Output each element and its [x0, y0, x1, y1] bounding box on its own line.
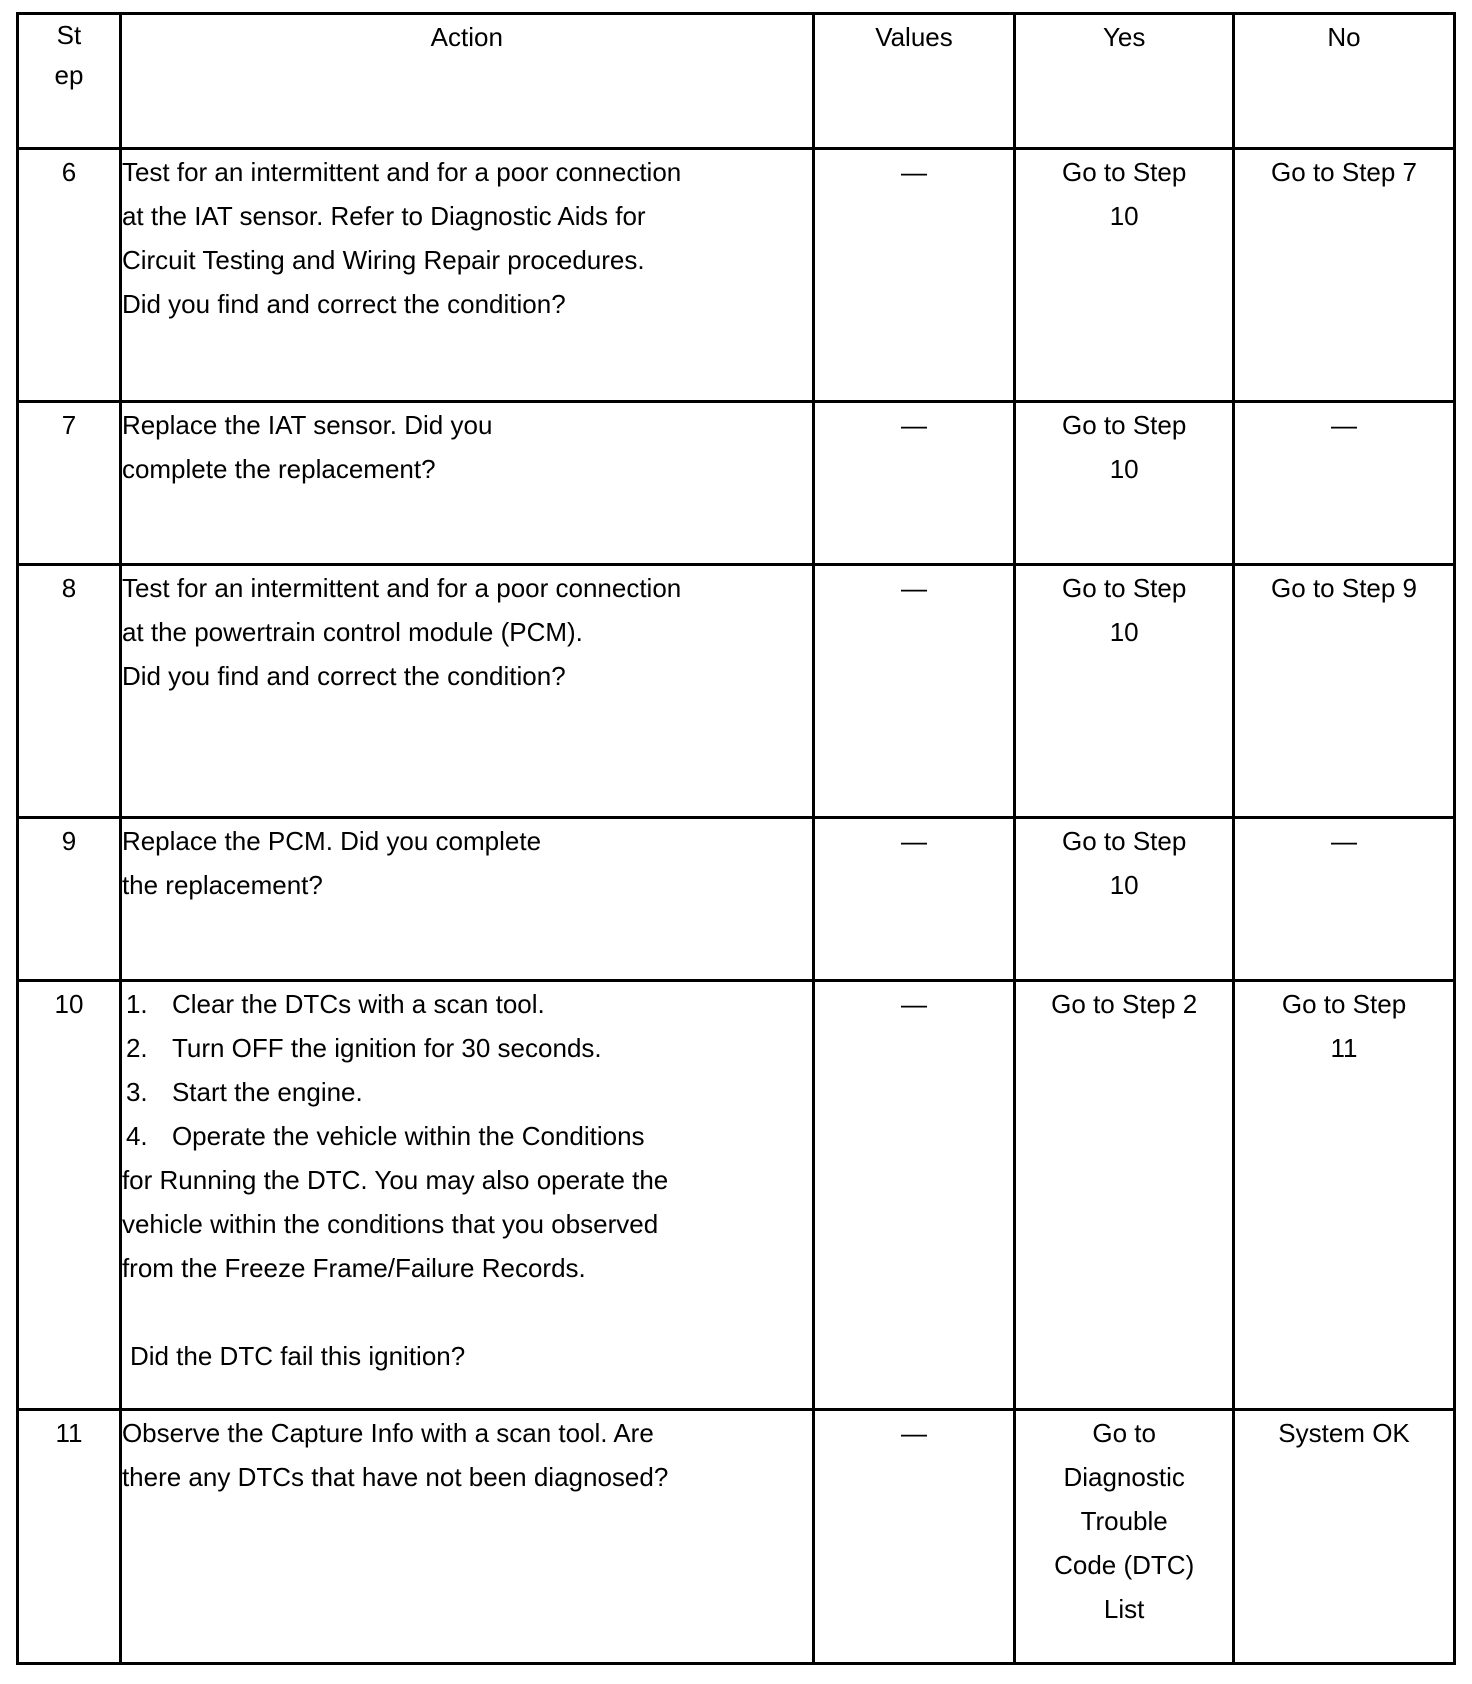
action-line: the replacement? — [121, 870, 323, 901]
action-line: Replace the PCM. Did you complete — [121, 826, 542, 857]
yes-line: Go to Step — [1062, 157, 1187, 188]
yes-line: Go to Step — [1062, 573, 1187, 604]
action-list-item — [122, 1114, 812, 1158]
no-line: — — [1331, 410, 1358, 441]
no-cell — [1234, 818, 1455, 981]
action-line: Circuit Testing and Wiring Repair procedures. — [121, 245, 645, 276]
action-line: from the Freeze Frame/Failure Records. — [121, 1253, 586, 1284]
yes-line: Go to Step — [1062, 826, 1187, 857]
yes-line: 10 — [1109, 870, 1139, 901]
yes-line: Code (DTC) — [1054, 1549, 1195, 1580]
header-row — [18, 14, 1455, 149]
yes-line: Diagnostic — [1063, 1461, 1185, 1492]
action-cell — [120, 149, 813, 402]
list-text: Clear the DTCs with a scan tool. — [171, 989, 545, 1020]
yes-cell — [1015, 149, 1234, 402]
action-line: for Running the DTC. You may also operate the — [121, 1165, 669, 1196]
action-line: Observe the Capture Info with a scan tool. Are — [121, 1417, 654, 1448]
action-line: Test for an intermittent and for a poor connection — [121, 573, 682, 604]
action-list-item — [122, 1026, 812, 1070]
step-number: 8 — [18, 565, 121, 818]
step-number: 11 — [18, 1409, 121, 1663]
yes-cell — [1015, 1409, 1234, 1663]
action-line: Did you find and correct the condition? — [121, 661, 566, 692]
yes-line: 10 — [1109, 617, 1139, 648]
header-step — [18, 14, 121, 149]
no-cell — [1234, 149, 1455, 402]
action-cell — [120, 981, 813, 1410]
action-cell — [120, 565, 813, 818]
table-row — [18, 1409, 1455, 1663]
header-yes: Yes — [1015, 14, 1234, 149]
list-text: Start the engine. — [171, 1077, 363, 1108]
action-cell — [120, 818, 813, 981]
no-line: Go to Step 9 — [1271, 573, 1418, 604]
header-step-line1: St — [56, 20, 82, 50]
yes-line: Go to Step 2 — [1051, 989, 1198, 1020]
action-line: there any DTCs that have not been diagnosed? — [121, 1461, 669, 1492]
action-line: Replace the IAT sensor. Did you — [121, 410, 493, 441]
list-text: Operate the vehicle within the Conditions — [171, 1121, 645, 1152]
no-line: 11 — [1330, 1033, 1358, 1064]
table-row — [18, 818, 1455, 981]
action-list-item — [122, 1070, 812, 1114]
yes-line: 10 — [1109, 201, 1139, 232]
header-values: Values — [813, 14, 1015, 149]
step-number: 6 — [18, 149, 121, 402]
no-cell — [1234, 565, 1455, 818]
step-number: 7 — [18, 402, 121, 565]
yes-line: Go to — [1092, 1417, 1156, 1448]
values-cell: — — [813, 981, 1015, 1410]
table-row — [18, 402, 1455, 565]
header-no: No — [1234, 14, 1455, 149]
step-number: 9 — [18, 818, 121, 981]
list-number: 2. — [125, 1033, 148, 1064]
table-row — [18, 149, 1455, 402]
yes-cell — [1015, 402, 1234, 565]
table-row — [18, 981, 1455, 1410]
values-cell: — — [813, 149, 1015, 402]
values-cell: — — [813, 818, 1015, 981]
action-list-item — [122, 982, 812, 1026]
list-number: 4. — [125, 1121, 148, 1152]
action-cell — [120, 402, 813, 565]
action-line: vehicle within the conditions that you observed — [121, 1209, 659, 1240]
step-number: 10 — [18, 981, 121, 1410]
yes-cell — [1015, 981, 1234, 1410]
no-cell — [1234, 1409, 1455, 1663]
values-cell: — — [813, 565, 1015, 818]
action-line: at the IAT sensor. Refer to Diagnostic Aids for — [121, 201, 646, 232]
values-cell: — — [813, 402, 1015, 565]
no-cell — [1234, 402, 1455, 565]
yes-line: List — [1103, 1593, 1145, 1624]
no-cell — [1234, 981, 1455, 1410]
header-action: Action — [120, 14, 813, 149]
action-cell — [120, 1409, 813, 1663]
header-step-line2: ep — [54, 60, 84, 90]
list-text: Turn OFF the ignition for 30 seconds. — [171, 1033, 602, 1064]
yes-cell — [1015, 818, 1234, 981]
action-line: Did you find and correct the condition? — [121, 289, 566, 320]
list-number: 3. — [125, 1077, 148, 1108]
yes-line: 10 — [1109, 454, 1139, 485]
action-line: Test for an intermittent and for a poor connection — [121, 157, 682, 188]
action-line: at the powertrain control module (PCM). — [121, 617, 583, 648]
yes-line: Go to Step — [1062, 410, 1187, 441]
no-line: System OK — [1278, 1417, 1410, 1448]
no-line: Go to Step — [1281, 989, 1407, 1020]
diagnostic-procedure-table — [16, 12, 1456, 1665]
no-line: Go to Step 7 — [1271, 157, 1418, 188]
yes-line: Trouble — [1080, 1505, 1168, 1536]
action-question: Did the DTC fail this ignition? — [129, 1341, 466, 1372]
table-row — [18, 565, 1455, 818]
yes-cell — [1015, 565, 1234, 818]
list-number: 1. — [125, 989, 148, 1020]
action-line: complete the replacement? — [121, 454, 436, 485]
spacer — [122, 1290, 812, 1334]
no-line: — — [1331, 826, 1358, 857]
values-cell: — — [813, 1409, 1015, 1663]
